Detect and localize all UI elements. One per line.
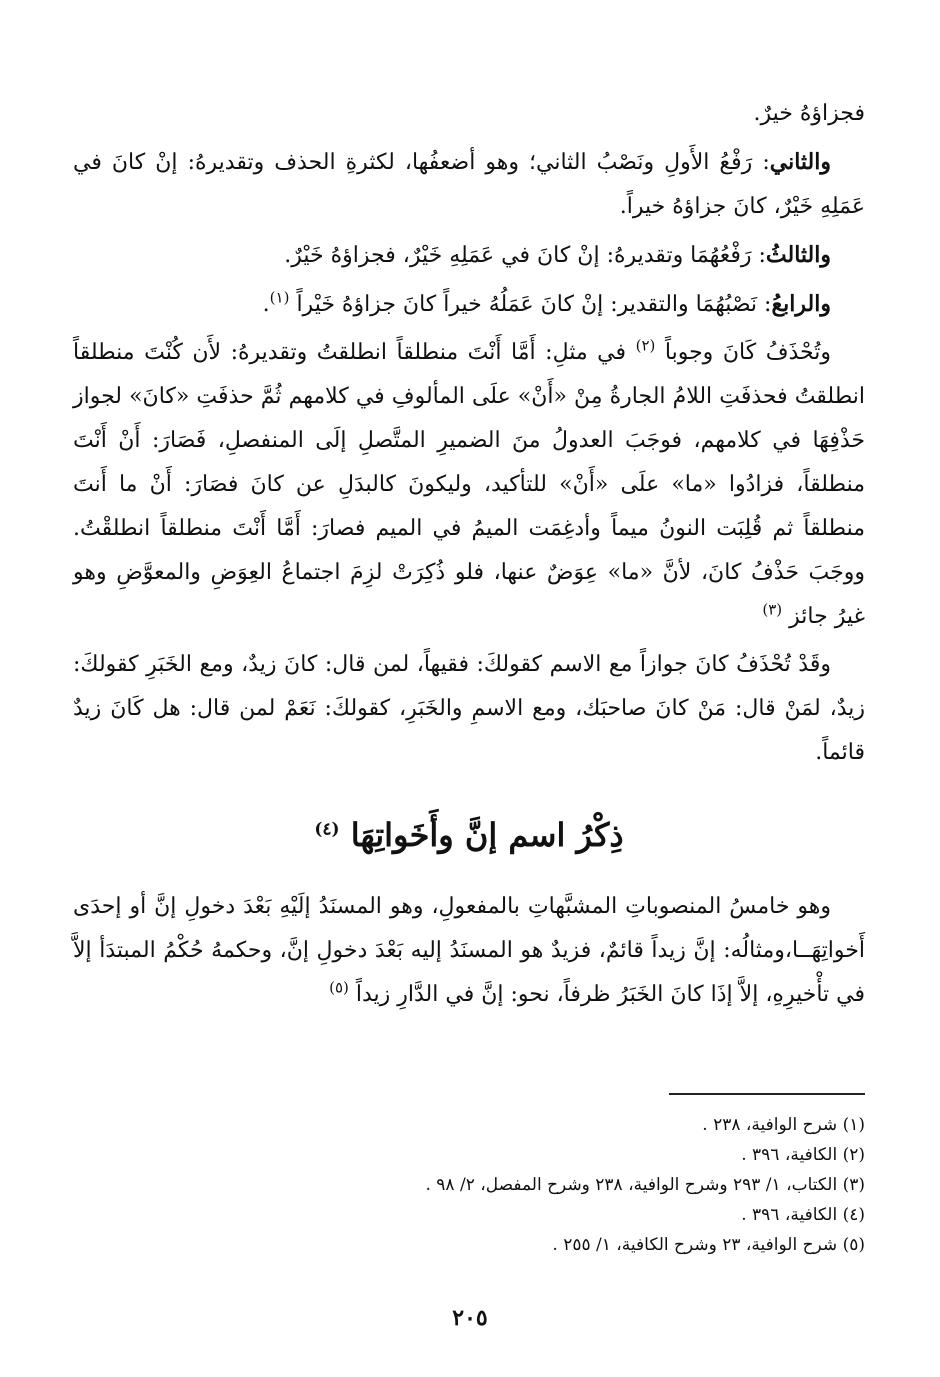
footnote-ref-3: (٣) (762, 600, 783, 619)
paragraph-third (73, 233, 865, 278)
continuation-text: فجزاؤهُ خيرٌ. (753, 101, 865, 126)
paragraph-inna (73, 885, 865, 1017)
second-text: : رَفْعُ الأَولِ ونَصْبُ الثاني؛ وهو أضعفُها، لكثرةِ الحذف وتقديرهُ: إنْ كانَ في عَمَلِهِ خَيْرٌ، كانَ جزاؤهُ خيراً. (73, 150, 865, 219)
fourth-text: : نَصْبُهُمَا والتقدير: إنْ كانَ عَمَلُهُ خيراً كانَ جزاؤهُ خَيْراً (296, 292, 772, 317)
footnote-2: (٢) الكافية، ٣٩٦ . (741, 1145, 865, 1165)
paragraph-fourth (73, 282, 865, 327)
footnotes (73, 1110, 865, 1260)
footnote-3: (٣) الكتاب، ١/ ٢٩٣ وشرح الوافية، ٢٣٨ وشرح المفصل، ٢/ ٩٨ . (425, 1175, 865, 1195)
page-number: ٢٠٥ (452, 1305, 488, 1331)
inna-text: وهو خامسُ المنصوباتِ المشبَّهاتِ بالمفعولِ، وهو المسنَدُ إلَيْهِ بَعْدَ دخولِ إنَّ أو إحدَى أَخواتِهَــا،ومثالُه: إنَّ زيداً قائمٌ، فزيدٌ هو المسنَدُ إليه بَعْدَ دخولِ إنَّ، وحكمهُ حُكْمُ المبتدَأ إلاَّ في تأْخيرِهِ، إلاَّ إذَا كانَ الخَبَرُ ظرفاً، نحو: إنَّ في الدَّارِ زيداً (73, 894, 865, 1007)
paragraph-optional-deletion (73, 643, 865, 775)
footnote-5: (٥) شرح الوافية، ٢٣ وشرح الكافية، ١/ ٢٥٥ . (552, 1235, 865, 1255)
footnote-1: (١) شرح الوافية، ٢٣٨ . (702, 1115, 865, 1135)
heading-text: ذِكْرُ اسم إنَّ وأَخَواتِهَا (350, 816, 624, 854)
footnote-divider (669, 1093, 865, 1095)
footnote-ref-1: (١) (269, 288, 290, 307)
fourth-label: والرابعُ (771, 291, 831, 317)
fourth-end: . (262, 292, 270, 317)
kana-deletion-intro: وتُحْذَفُ كَانَ وجوباً (664, 340, 831, 365)
paragraph-continuation (73, 92, 865, 136)
footnote-ref-2: (٢) (635, 336, 656, 355)
third-text: : رَفْعُهُمَا وتقديرهُ: إنْ كانَ في عَمَلِهِ خَيْرٌ، فجزاؤهُ خَيْرٌ. (284, 243, 766, 268)
section-heading (73, 811, 865, 859)
second-label: والثاني (769, 149, 831, 175)
paragraph-second (73, 140, 865, 229)
paragraph-kana-deletion (73, 331, 865, 639)
footnote-ref-5: (٥) (329, 978, 349, 997)
footnote-4: (٤) الكافية، ٣٩٦ . (741, 1205, 865, 1225)
main-text (73, 92, 865, 1017)
footnote-ref-4: (٤) (314, 819, 340, 840)
optional-deletion-text: وقَدْ تُحْذَفُ كانَ جوازاً مع الاسم كقولكَ: فقيهاً، لمن قال: كانَ زيدٌ، ومع الخَبَرِ كقولكَ: زيدٌ، لمَنْ قال: مَنْ كانَ صاحبَك، ومع الاسمِ والخَبَرِ، كقولكَ: نَعَمْ لمن قال: هل كَانَ زيدٌ قائماً. (73, 652, 865, 765)
third-label: والثالثُ (765, 242, 831, 268)
kana-deletion-text: في مثلِ: أَمَّا أَنْتَ منطلقاً انطلقتُ وتقديرهُ: لأَن كُنْتَ منطلقاً انطلقتُ فحذفَتِ اللامُ الجارةُ مِنْ «أَنْ» علَى المألوفِ في كلامهم ثُمَّ حذفَتِ «كانَ» لجواز حَذْفِهَا في كلامهم، فوجَبَ العدولُ منَ الضميرِ المتَّصلِ إلَى المنفصلِ، فَصَارَ: أَنْ أَنْتَ منطلقاً، فزادُوا «ما» علَى «أَنْ» للتأكيد، وليكونَ كالبدَلِ عن كانَ فصَارَ: أَنْ ما أَنتَ منطلقاً ثم قُلِبَت النونُ ميماً وأدغِمَت الميمُ في الميم فصارَ: أَمَّا أَنْتَ منطلقاً انطلقْتُ. ووجَبَ حَذْفُ كانَ، لأنَّ «ما» عِوَضٌ عنها، فلو ذُكِرَتْ لزِمَ اجتماعُ العِوَضِ والمعوَّضِ وهو غيرُ جائز (73, 340, 865, 629)
